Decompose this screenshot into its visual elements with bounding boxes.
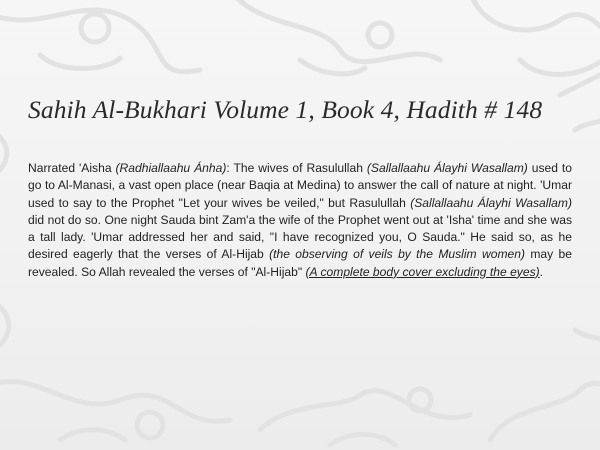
honorific-text: (Sallallaahu Álayhi Wasallam) [410,195,572,210]
text-segment: did not do so. One night Sauda bint Zam'a the wife of the Prophet went out at 'Isha' time and she was a tall lady. 'Umar addressed her and said, "I have recognized you, O Sauda." He said so, as he desired eagerly that the verses of Al-Hijab [28,212,572,262]
text-segment: used to go to Al-Manasi, a vast open place (near Baqia at Medina) to answer the call of nature at night. 'Umar used to say to the Prophet "Let your wives be veiled," but Rasulullah [28,161,573,210]
explanatory-note: (A complete body cover excluding the eyes) [305,264,540,279]
text-segment: : The wives of Rasulullah [226,161,367,175]
text-segment: Narrated 'Aisha [28,161,116,175]
text-segment: . [539,264,544,279]
page-title: Sahih Al-Bukhari Volume 1, Book 4, Hadith # 148 [28,95,543,124]
honorific-text: (Radhiallaahu Ánha) [115,161,227,175]
explanatory-note: (the observing of veils by the Muslim women) [269,247,525,262]
text-segment: may be revealed. So Allah revealed the verses of "Al-Hijab" [28,247,572,279]
honorific-text: (Sallallaahu Álayhi Wasallam) [366,161,528,175]
hadith-text [28,160,572,281]
